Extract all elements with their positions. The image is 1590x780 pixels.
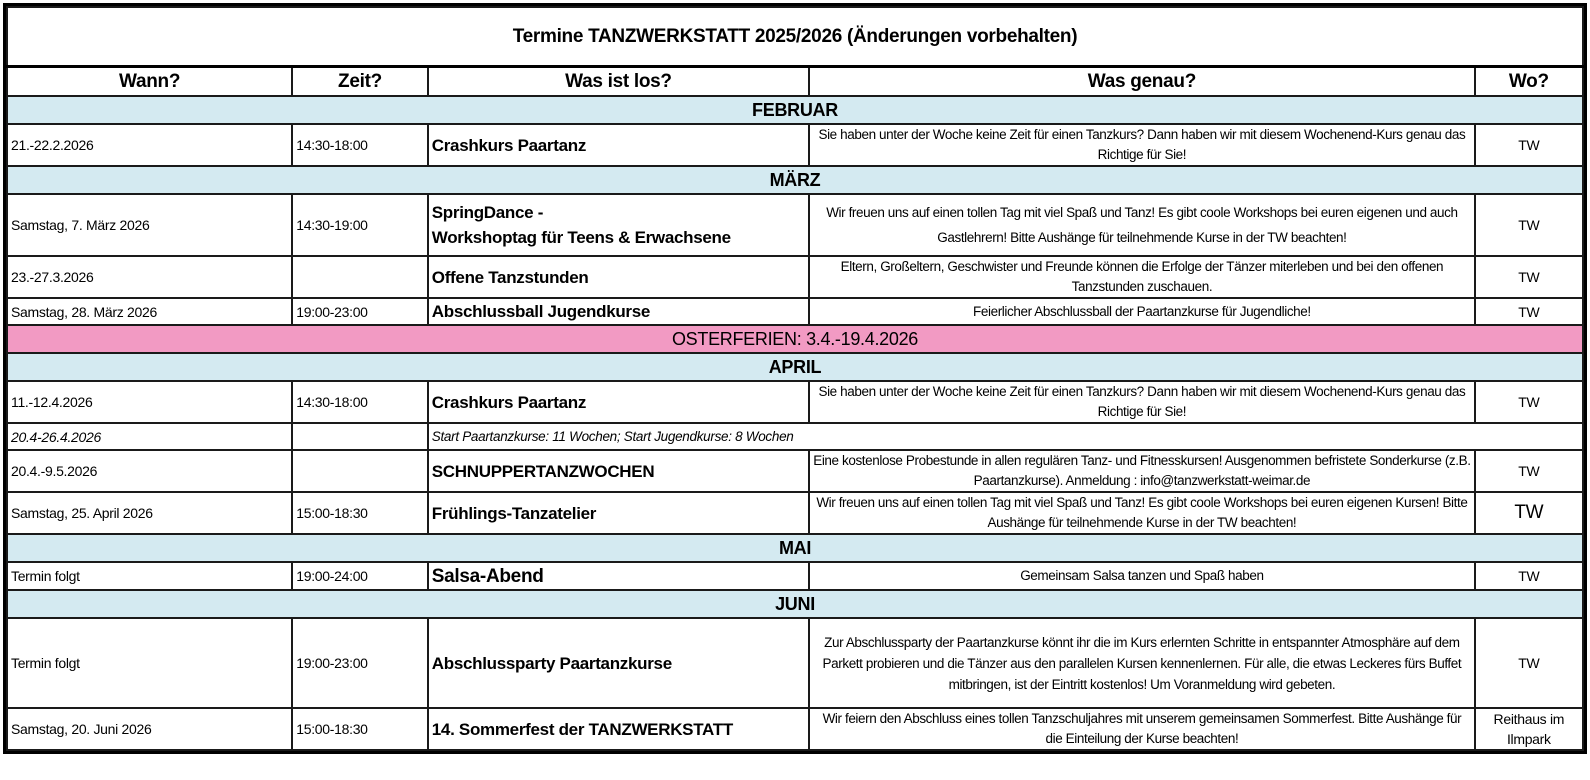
- cell-where: TW: [1475, 492, 1583, 534]
- header-time: Zeit?: [292, 67, 428, 97]
- schedule-table: [6, 6, 1584, 751]
- table-row: [7, 708, 1583, 750]
- cell-event: Abschlussparty Paartanzkurse: [428, 618, 809, 708]
- cell-when: 20.4.-9.5.2026: [7, 450, 292, 492]
- cell-details: Zur Abschlussparty der Paartanzkurse könnt ihr die im Kurs erlernten Schritte in entspannter Atmosphäre auf dem Parkett probieren und die Tänzer aus den parallelen Kursen kennenlernen. Für alle, die etwas Leckeres fürs Buffet mitbringen, ist der Eintritt kostenlos! Um Voranmeldung wird gebeten.: [809, 618, 1475, 708]
- month-band-april: [7, 353, 1583, 381]
- cell-when: 20.4-26.4.2026: [7, 423, 292, 450]
- holiday-label: OSTERFERIEN: 3.4.-19.4.2026: [7, 325, 1583, 353]
- table-row: [7, 492, 1583, 534]
- month-band-mai: [7, 534, 1583, 562]
- cell-details: Wir freuen uns auf einen tollen Tag mit viel Spaß und Tanz! Es gibt coole Workshops bei euren eigenen Kursen! Bitte Aushänge für teilnehmende Kurse in der TW beachten!: [809, 492, 1475, 534]
- cell-when: 21.-22.2.2026: [7, 124, 292, 166]
- event-title-line: SpringDance -: [431, 203, 544, 222]
- event-subtitle-line: Workshoptag für Teens & Erwachsene: [431, 228, 731, 247]
- cell-event: [428, 194, 809, 256]
- table-row: [7, 618, 1583, 708]
- cell-when: Samstag, 28. März 2026: [7, 298, 292, 325]
- cell-details: Sie haben unter der Woche keine Zeit für einen Tanzkurs? Dann haben wir mit diesem Wochenend-Kurs genau das Richtige für Sie!: [809, 381, 1475, 423]
- cell-event: Frühlings-Tanzatelier: [428, 492, 809, 534]
- table-row: [7, 256, 1583, 298]
- header-where: Wo?: [1475, 67, 1583, 97]
- cell-details: Gemeinsam Salsa tanzen und Spaß haben: [809, 562, 1475, 590]
- month-label: APRIL: [7, 353, 1583, 381]
- holiday-band: [7, 325, 1583, 353]
- month-band-maerz: [7, 166, 1583, 194]
- cell-where: TW: [1475, 381, 1583, 423]
- cell-time: 14:30-18:00: [292, 124, 428, 166]
- table-title: Termine TANZWERKSTATT 2025/2026 (Änderungen vorbehalten): [7, 7, 1583, 67]
- schedule-sheet: [3, 3, 1587, 754]
- cell-time: 19:00-24:00: [292, 562, 428, 590]
- cell-time: 14:30-19:00: [292, 194, 428, 256]
- cell-when: Termin folgt: [7, 618, 292, 708]
- cell-where: TW: [1475, 298, 1583, 325]
- month-label: JUNI: [7, 590, 1583, 618]
- cell-time: [292, 256, 428, 298]
- table-row: [7, 423, 1583, 450]
- table-row: [7, 450, 1583, 492]
- cell-details: Eltern, Großeltern, Geschwister und Freunde können die Erfolge der Tänzer miterleben und bei den offenen Tanzstunden zuschauen.: [809, 256, 1475, 298]
- table-row: [7, 194, 1583, 256]
- cell-details: Wir freuen uns auf einen tollen Tag mit viel Spaß und Tanz! Es gibt coole Workshops bei euren eigenen und auch Gastlehrern! Bitte Aushänge für teilnehmende Kurse in der TW beachten!: [809, 194, 1475, 256]
- cell-where: TW: [1475, 618, 1583, 708]
- cell-when: Samstag, 25. April 2026: [7, 492, 292, 534]
- cell-where: TW: [1475, 124, 1583, 166]
- table-row: [7, 298, 1583, 325]
- cell-when: 23.-27.3.2026: [7, 256, 292, 298]
- cell-time: 19:00-23:00: [292, 618, 428, 708]
- cell-event: Abschlussball Jugendkurse: [428, 298, 809, 325]
- cell-where: Reithaus im Ilmpark: [1475, 708, 1583, 750]
- cell-when: Termin folgt: [7, 562, 292, 590]
- header-what: Was ist los?: [428, 67, 809, 97]
- month-label: MÄRZ: [7, 166, 1583, 194]
- cell-event: 14. Sommerfest der TANZWERKSTATT: [428, 708, 809, 750]
- cell-when: Samstag, 20. Juni 2026: [7, 708, 292, 750]
- cell-when: 11.-12.4.2026: [7, 381, 292, 423]
- table-row: [7, 562, 1583, 590]
- month-band-februar: [7, 96, 1583, 124]
- month-band-juni: [7, 590, 1583, 618]
- cell-details: Eine kostenlose Probestunde in allen regulären Tanz- und Fitnesskursen! Ausgenommen befristete Sonderkurse (z.B. Paartanzkurse). Anmeldung : info@tanzwerkstatt-weimar.de: [809, 450, 1475, 492]
- cell-event: Salsa-Abend: [428, 562, 809, 590]
- header-row: [7, 67, 1583, 97]
- cell-where: TW: [1475, 562, 1583, 590]
- header-when: Wann?: [7, 67, 292, 97]
- cell-when: Samstag, 7. März 2026: [7, 194, 292, 256]
- cell-details: Wir feiern den Abschluss eines tollen Tanzschuljahres mit unserem gemeinsamen Sommerfest. Bitte Aushänge für die Einteilung der Kurse beachten!: [809, 708, 1475, 750]
- cell-time: [292, 450, 428, 492]
- cell-event: SCHNUPPERTANZWOCHEN: [428, 450, 809, 492]
- table-row: [7, 124, 1583, 166]
- cell-time: [292, 423, 428, 450]
- month-label: MAI: [7, 534, 1583, 562]
- cell-details: Sie haben unter der Woche keine Zeit für einen Tanzkurs? Dann haben wir mit diesem Wochenend-Kurs genau das Richtige für Sie!: [809, 124, 1475, 166]
- cell-time: 19:00-23:00: [292, 298, 428, 325]
- month-label: FEBRUAR: [7, 96, 1583, 124]
- cell-time: 14:30-18:00: [292, 381, 428, 423]
- cell-where: TW: [1475, 450, 1583, 492]
- table-row: [7, 381, 1583, 423]
- cell-where: TW: [1475, 256, 1583, 298]
- cell-where: TW: [1475, 194, 1583, 256]
- cell-note: Start Paartanzkurse: 11 Wochen; Start Jugendkurse: 8 Wochen: [428, 423, 1583, 450]
- cell-event: Offene Tanzstunden: [428, 256, 809, 298]
- cell-event: Crashkurs Paartanz: [428, 381, 809, 423]
- cell-details: Feierlicher Abschlussball der Paartanzkurse für Jugendliche!: [809, 298, 1475, 325]
- cell-time: 15:00-18:30: [292, 708, 428, 750]
- header-details: Was genau?: [809, 67, 1475, 97]
- cell-time: 15:00-18:30: [292, 492, 428, 534]
- cell-event: Crashkurs Paartanz: [428, 124, 809, 166]
